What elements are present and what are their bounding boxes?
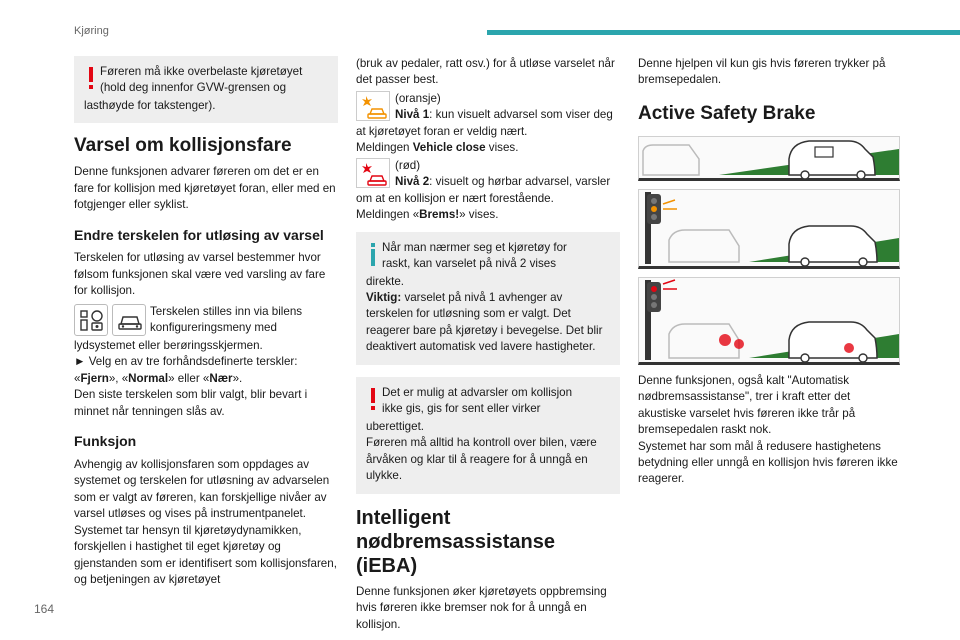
level-2-msg-name: Brems! <box>419 208 460 222</box>
heading-funksjon: Funksjon <box>74 433 137 450</box>
collision-alert-red-icon <box>356 158 390 188</box>
level-2-color: (rød) <box>395 158 421 172</box>
quote-sep-1: », « <box>108 371 129 385</box>
header-accent-bar <box>487 30 960 35</box>
alert-level-2 <box>356 158 620 224</box>
heading-endre: Endre terskelen for utløsing av varsel <box>74 226 324 243</box>
settings-menu-icon <box>74 304 108 336</box>
illustration-car-approach <box>638 136 900 181</box>
warning-exclamation-icon <box>84 64 98 98</box>
alert-level-1 <box>356 91 620 157</box>
level-1-message <box>356 140 620 156</box>
column-3 <box>638 56 900 488</box>
paragraph-funksjon: Avhengig av kollisjonsfaren som oppdages av systemet og terskelen for utløsning av advarselen som er valgt av føreren, kan forskjellige nivåer av varsel utløses og vises på instrumentpanelet. <box>74 457 330 521</box>
warn-line-3: uberettiget. <box>366 419 425 433</box>
level-1-msg-prefix: Meldingen <box>356 141 413 155</box>
level-2-text: : visuelt og hørbar advarsel, varsler om at en kollisjon er nært forestående. <box>356 175 611 205</box>
info-important-label: Viktig: <box>366 290 402 304</box>
car-front-icon <box>112 304 146 336</box>
warning-exclamation-icon <box>366 385 380 419</box>
info-line-2: raskt, kan varselet på nivå 2 vises <box>382 256 556 270</box>
level-2-label: Nivå 2 <box>395 175 430 189</box>
warning-note-alerts <box>356 377 620 494</box>
collision-alert-orange-icon <box>356 91 390 121</box>
level-1-description <box>356 107 620 140</box>
illustration-level-1 <box>638 189 900 269</box>
settings-icons-row <box>74 304 338 354</box>
choice-naer: Nær <box>209 371 233 385</box>
level-1-text: : kun visuelt advarsel som viser deg at kjøretøyet foran er veldig nært. <box>356 108 613 138</box>
heading-varsel: Varsel om kollisjonsfare <box>74 135 292 157</box>
bullet-choose-threshold: ► Velg en av tre forhåndsdefinerte terskler: <box>74 355 298 369</box>
traffic-light-icon <box>645 192 677 264</box>
threshold-choices <box>74 371 338 387</box>
warn-line-2: ikke gis, gis for sent eller virker <box>382 402 541 416</box>
heading-ieba-line-1: Intelligent <box>356 506 451 529</box>
paragraph-top: Denne hjelpen vil kun gis hvis føreren trykker på bremsepedalen. <box>638 57 886 87</box>
info-note-level2 <box>356 232 620 365</box>
info-important-text: varselet på nivå 1 avhenger av terskelen for utløsning som er valgt. Det reagerer bare på kjøretøy i bevegelse. Det blir deaktivert automatisk ved lavere hastigheter. <box>366 290 603 354</box>
icons-text-3: lydsystemet eller berøringsskjermen. <box>74 338 263 352</box>
paragraph-endre: Terskelen for utløsing av varsel bestemmer hvor følsom funksjonen skal være ved varsling av fare for kollisjon. <box>74 251 326 298</box>
heading-ieba <box>356 506 620 578</box>
choice-normal: Normal <box>128 371 169 385</box>
column-2 <box>356 56 620 633</box>
paragraph-systemet: Systemet tar hensyn til kjøretøydynamikken, forskjellen i hastighet til eget kjøretøy og gjenstanden som er identifisert som kollisjonsfaren, og betjeningen av kjøretøyet <box>74 523 337 587</box>
info-line-1: Når man nærmer seg et kjøretøy for <box>382 240 567 254</box>
info-line-3: direkte. <box>366 274 405 288</box>
illustration-level-2 <box>638 277 900 365</box>
quote-sep-2: » eller « <box>168 371 210 385</box>
note-line-2: (hold deg innenfor GVW-grensen og <box>100 81 287 95</box>
level-2-description <box>356 174 620 207</box>
paragraph-asb-2: Systemet har som mål å redusere hastighetens betydning eller unngå en kollisjon hvis føreren ikke reagerer. <box>638 439 898 486</box>
note-line-1: Føreren må ikke overbelaste kjøretøyet <box>100 65 303 78</box>
level-1-msg-name: Vehicle close <box>412 141 486 155</box>
warn-line-1: Det er mulig at advarsler om kollisjon <box>382 385 573 399</box>
paragraph-varsel: Denne funksjonen advarer føreren om det er en fare for kollisjon med kjøretøyet foran, eller med en fotgjenger eller syklist. <box>74 165 336 212</box>
icons-text-1: Terskelen stilles inn via bilens <box>150 304 303 318</box>
info-important <box>366 290 610 356</box>
quote-open: « <box>74 371 81 385</box>
warn-rest: Føreren må alltid ha kontroll over bilen, være årvåken og klar til å reagere for å unngå en ulykke. <box>366 436 597 483</box>
paragraph-ieba: Denne funksjonen øker kjøretøyets oppbremsing hvis føreren ikke bremser nok for å unngå en kollisjon. <box>356 584 607 631</box>
level-1-label: Nivå 1 <box>395 108 430 122</box>
level-2-message <box>356 207 620 223</box>
icons-text-2: konfigureringsmeny med <box>150 321 277 335</box>
header-title: Kjøring <box>74 25 109 37</box>
warning-note-overload <box>74 56 338 123</box>
paragraph-siste: Den siste terskelen som blir valgt, blir bevart i minnet når tenningen slås av. <box>74 388 308 418</box>
heading-ieba-line-2: nødbremsassistanse (iEBA) <box>356 530 555 577</box>
paragraph-asb-1: Denne funksjonen, også kalt "Automatisk nødbremsassistanse", trer i kraft etter det akustiske varselet hvis føreren ikke trår på bremsepedalen raskt nok. <box>638 373 856 437</box>
note-line-3: lasthøyde for takstenger). <box>84 99 216 112</box>
page-number: 164 <box>34 602 55 616</box>
quote-close: ». <box>232 371 243 385</box>
column-1 <box>74 56 338 589</box>
level-1-color: (oransje) <box>395 91 441 105</box>
level-2-msg-prefix: Meldingen « <box>356 208 420 222</box>
choice-fjern: Fjern <box>80 371 109 385</box>
info-icon <box>366 240 380 274</box>
level-2-msg-suffix: » vises. <box>459 208 499 222</box>
heading-active-safety-brake: Active Safety Brake <box>638 102 816 124</box>
paragraph-continued: (bruk av pedaler, ratt osv.) for å utløse varselet når det passer best. <box>356 57 615 87</box>
level-1-msg-suffix: vises. <box>485 141 519 155</box>
